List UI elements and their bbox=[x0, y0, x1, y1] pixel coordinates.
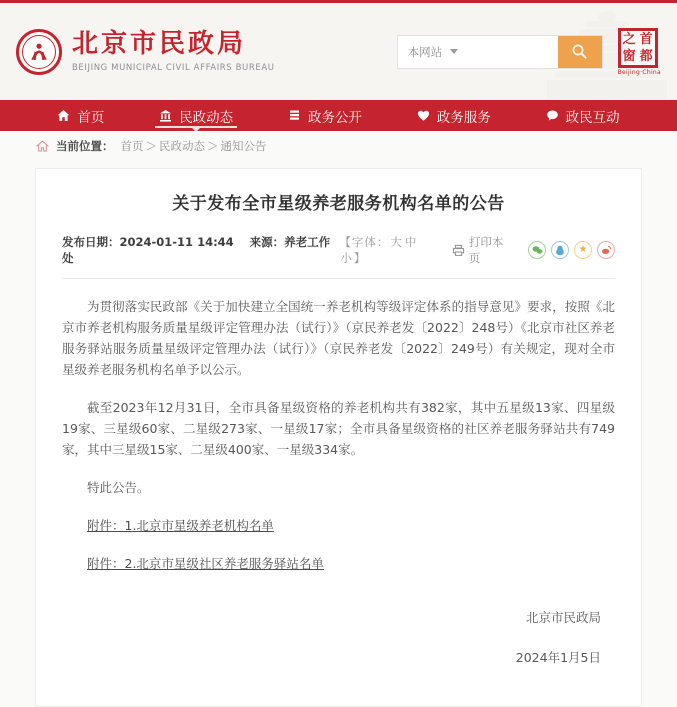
article-meta-left bbox=[62, 234, 339, 266]
chat-icon bbox=[546, 109, 559, 122]
active-nav-indicator bbox=[155, 126, 237, 128]
nav-item-label: 首页 bbox=[77, 109, 105, 126]
qq-share-icon[interactable] bbox=[551, 241, 569, 259]
capital-window-seal-link[interactable] bbox=[618, 28, 661, 76]
search-scope-select[interactable] bbox=[398, 36, 469, 68]
attachment-row bbox=[62, 515, 615, 536]
nav-item-label: 政务服务 bbox=[436, 109, 491, 126]
breadcrumb-trail bbox=[121, 138, 267, 154]
seal-char: 窗 bbox=[622, 48, 636, 64]
font-size-large-button[interactable]: 大 bbox=[390, 235, 403, 249]
printer-icon bbox=[452, 244, 465, 257]
attachment-row bbox=[62, 553, 615, 574]
search-button[interactable] bbox=[558, 36, 602, 68]
nav-item-public-interaction[interactable] bbox=[540, 100, 626, 131]
publish-date-label: 发布日期： bbox=[62, 235, 120, 249]
breadcrumb-link-home[interactable]: 首页 bbox=[120, 138, 144, 153]
site-search bbox=[397, 35, 603, 69]
share-icons bbox=[528, 241, 615, 259]
print-button[interactable] bbox=[452, 234, 514, 266]
weibo-share-icon[interactable] bbox=[597, 241, 615, 259]
heart-icon bbox=[417, 109, 430, 122]
qzone-share-icon[interactable]: ★ bbox=[574, 241, 592, 259]
font-size-widget bbox=[339, 234, 444, 266]
font-size-small-button[interactable]: 小 bbox=[340, 251, 353, 265]
capital-window-seal bbox=[618, 28, 658, 68]
main-nav bbox=[0, 100, 677, 131]
breadcrumb-home-icon[interactable] bbox=[36, 140, 49, 152]
article-body bbox=[62, 296, 615, 666]
article-paragraph: 特此公告。 bbox=[87, 480, 150, 495]
chevron-down-icon bbox=[450, 49, 458, 54]
attachment-link-2[interactable]: 附件：2.北京市星级社区养老服务驿站名单 bbox=[87, 556, 324, 571]
search-input[interactable] bbox=[468, 36, 558, 68]
signature-date: 2024年1月5日 bbox=[515, 650, 601, 665]
search-scope-value: 本网站 bbox=[407, 44, 443, 59]
article-container bbox=[35, 168, 642, 707]
publish-date-value: 2024-01-11 14:44 bbox=[119, 235, 234, 249]
article-meta-right bbox=[339, 234, 615, 266]
breadcrumb bbox=[0, 131, 677, 160]
breadcrumb-link-news[interactable]: 民政动态 bbox=[159, 138, 205, 153]
article-paragraph: 截至2023年12月31日，全市具备星级资格的养老机构共有382家，其中五星级13家、四星级19家、三星级60家、二星级273家、一星级17家；全市具备星级资格的社区养老服务驿站共有749家，其中三星级15家、二星级400家、一星级334家。 bbox=[62, 400, 615, 457]
source-value: 养老工作处 bbox=[62, 235, 331, 265]
search-box bbox=[397, 35, 603, 69]
attachment-link-1[interactable]: 附件：1.北京市星级养老机构名单 bbox=[87, 518, 274, 533]
breadcrumb-separator: ＞ bbox=[207, 138, 219, 153]
home-icon bbox=[57, 109, 70, 122]
wechat-share-icon[interactable] bbox=[528, 241, 546, 259]
breadcrumb-separator: ＞ bbox=[145, 138, 157, 153]
meta-divider bbox=[62, 278, 615, 279]
article-signature bbox=[62, 608, 615, 666]
document-icon bbox=[288, 109, 301, 122]
seal-char: 都 bbox=[639, 48, 653, 64]
font-widget-suffix: 】 bbox=[353, 251, 367, 265]
article-paragraph: 为贯彻落实民政部《关于加快建立全国统一养老机构等级评定体系的指导意见》要求，按照《北京市养老机构服务质量星级评定管理办法（试行）》（京民养老发〔2022〕248号）《北京市社区养老服务驿站服务质量星级评定管理办法（试行）》（京民养老发〔2022〕249号）有关规定，现对全市星级养老服务机构名单予以公示。 bbox=[62, 299, 615, 377]
search-icon bbox=[571, 43, 588, 60]
landmark-icon bbox=[159, 109, 172, 122]
seal-caption: Beijing·China bbox=[617, 68, 661, 76]
bureau-emblem-icon bbox=[16, 29, 62, 75]
nav-item-civil-affairs-news[interactable] bbox=[153, 100, 239, 131]
site-logo-text bbox=[72, 30, 275, 73]
site-logo[interactable] bbox=[16, 29, 275, 75]
site-header bbox=[0, 3, 677, 100]
nav-item-label: 政务公开 bbox=[307, 109, 362, 126]
font-widget-prefix: 【字体： bbox=[339, 235, 390, 249]
print-button-label: 打印本页 bbox=[468, 235, 504, 265]
nav-item-label: 民政动态 bbox=[179, 109, 234, 126]
signature-organization: 北京市民政局 bbox=[525, 610, 601, 625]
seal-char: 首 bbox=[639, 31, 653, 47]
source-label: 来源： bbox=[249, 235, 285, 249]
seal-char: 之 bbox=[622, 31, 636, 47]
nav-item-label: 政民互动 bbox=[565, 109, 620, 126]
font-size-medium-button[interactable]: 中 bbox=[404, 235, 418, 249]
nav-item-government-services[interactable] bbox=[411, 100, 497, 131]
breadcrumb-link-notices[interactable]: 通知公告 bbox=[220, 138, 267, 153]
site-title: 北京市民政局 bbox=[72, 29, 247, 60]
site-title-english: BEIJING MUNICIPAL CIVIL AFFAIRS BUREAU bbox=[72, 62, 275, 73]
nav-item-home[interactable] bbox=[51, 100, 110, 131]
nav-item-government-disclosure[interactable] bbox=[282, 100, 368, 131]
breadcrumb-label: 当前位置： bbox=[56, 138, 114, 153]
article-meta bbox=[62, 234, 615, 266]
article-title: 关于发布全市星级养老服务机构名单的公告 bbox=[172, 194, 505, 214]
